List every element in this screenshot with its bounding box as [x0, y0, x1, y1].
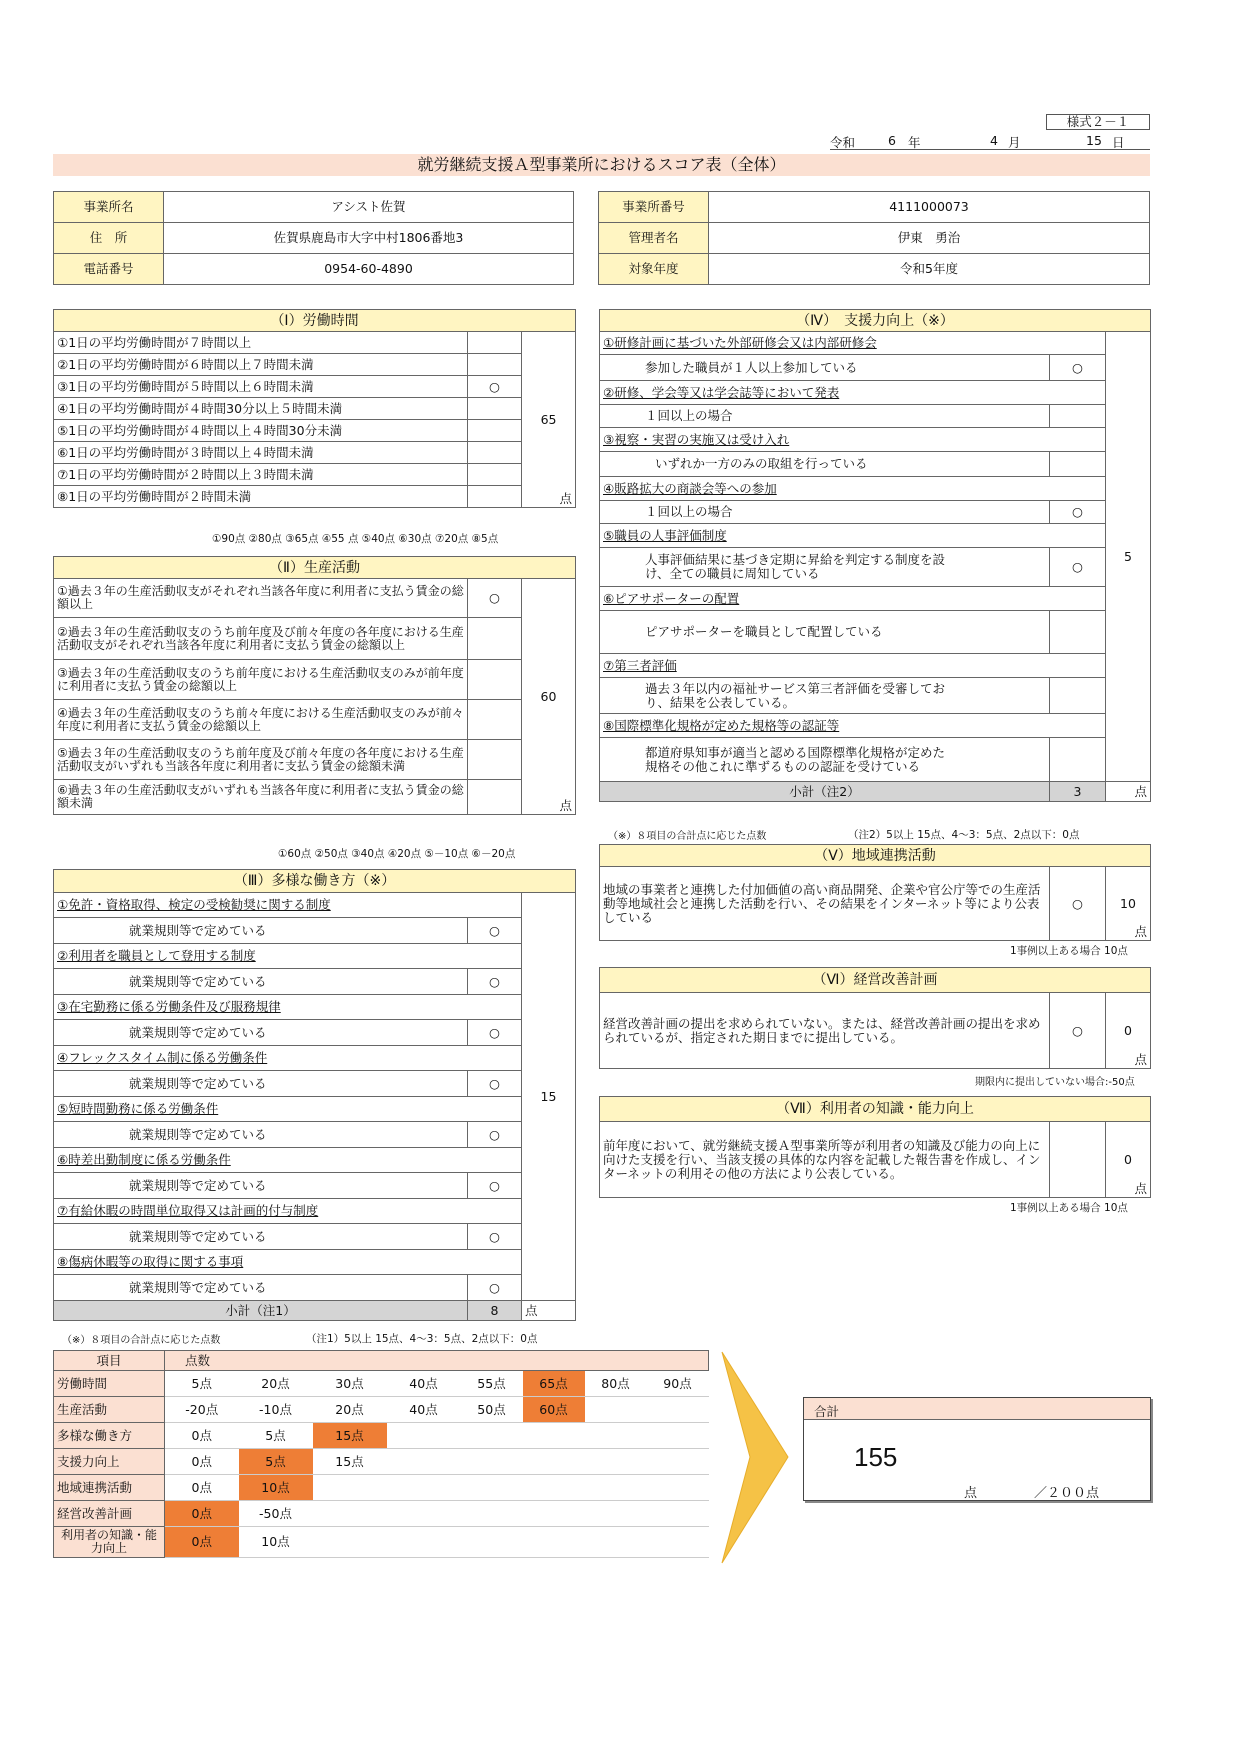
score-cell: 40点: [387, 1397, 461, 1423]
labor-hours-score-cell: [522, 332, 576, 508]
labor-hours-option: ⑦1日の平均労働時間が２時間以上３時間未満: [54, 464, 468, 486]
list-item: [600, 678, 1151, 714]
section-diverse-work: [53, 869, 576, 1321]
score-cell: 50点: [461, 1397, 523, 1423]
list-item: [600, 355, 1151, 381]
diverse-work-score-cell: [522, 893, 576, 1301]
score-cell-selected: 5点: [239, 1449, 313, 1475]
list-item: [600, 428, 1151, 452]
section-production: [53, 556, 576, 815]
table-row: [54, 1527, 709, 1558]
diverse-work-subtotal-label: 小計（注1）: [54, 1301, 468, 1321]
section-knowledge: [599, 1096, 1151, 1198]
score-cell: [313, 1527, 387, 1558]
score-cell: 0点: [165, 1449, 239, 1475]
list-item: [54, 464, 576, 486]
info-label: 事業所名: [54, 192, 164, 223]
labor-hours-option: ⑤1日の平均労働時間が４時間以上４時間30分未満: [54, 420, 468, 442]
diverse-work-heading: ④フレックスタイム制に係る労働条件: [54, 1046, 522, 1071]
management-note: 期限内に提出していない場合:-50点: [975, 1077, 1135, 1088]
diverse-work-subtotal-value: 8: [468, 1301, 522, 1321]
diverse-work-mark: ○: [468, 1275, 522, 1301]
support-mark: ○: [1050, 548, 1106, 587]
regional-unit: 点: [1134, 924, 1147, 939]
support-text: １回以上の場合: [600, 405, 1050, 428]
score-row-label: 多様な働き方: [54, 1423, 165, 1449]
score-cell: [585, 1397, 647, 1423]
table-row: [54, 1397, 709, 1423]
score-cell: [523, 1423, 585, 1449]
score-cell: [647, 1475, 709, 1501]
info-label: 管理者名: [599, 223, 709, 254]
info-value: 4111000073: [709, 192, 1150, 223]
support-text: 過去３年以内の福祉サービス第三者評価を受審しており、結果を公表している。: [600, 678, 1050, 714]
regional-title: （Ⅴ）地域連携活動: [600, 845, 1151, 867]
score-cell: 5点: [239, 1423, 313, 1449]
production-mark: [468, 740, 522, 780]
support-text: 参加した職員が１人以上参加している: [600, 355, 1050, 381]
list-item: [54, 1224, 576, 1250]
score-cell: 20点: [239, 1371, 313, 1397]
score-cell: 40点: [387, 1371, 461, 1397]
score-cell: 0点: [165, 1423, 239, 1449]
list-item: [54, 1199, 576, 1224]
section-support-capacity: [599, 309, 1151, 802]
score-cell: 0点: [165, 1475, 239, 1501]
score-cell: [585, 1475, 647, 1501]
score-cell-selected: 0点: [165, 1501, 239, 1527]
total-value: 155: [854, 1442, 898, 1472]
labor-hours-option: ②1日の平均労働時間が６時間以上７時間未満: [54, 354, 468, 376]
section-management: [599, 967, 1151, 1069]
score-cell: [585, 1449, 647, 1475]
diverse-work-text: 就業規則等で定めている: [54, 1173, 468, 1199]
list-item: [54, 1275, 576, 1301]
labor-hours-note: ①90点 ②80点 ③65点 ④55 点 ⑤40点 ⑥30点 ⑦20点 ⑧5点: [212, 533, 499, 545]
score-header-points: 点数: [165, 1351, 709, 1371]
labor-hours-option: ⑥1日の平均労働時間が３時間以上４時間未満: [54, 442, 468, 464]
support-mark: ○: [1050, 501, 1106, 524]
production-option: ⑥過去３年の生産活動収支がいずれも当該各年度に利用者に支払う賃金の総額未満: [54, 780, 468, 815]
info-table-right: [598, 191, 1150, 285]
score-cell: [523, 1527, 585, 1558]
support-heading: ①研修計画に基づいた外部研修会又は内部研修会: [600, 332, 1106, 355]
score-cell: [647, 1501, 709, 1527]
list-item: [54, 944, 576, 969]
score-cell: [585, 1501, 647, 1527]
knowledge-note: 1事例以上ある場合 10点: [1010, 1202, 1128, 1214]
regional-note: 1事例以上ある場合 10点: [1010, 945, 1128, 957]
score-cell-selected: 60点: [523, 1397, 585, 1423]
production-option: ④過去３年の生産活動収支のうち前々年度における生産活動収支のみが前々年度に利用者に支払う賃金の総額以上: [54, 700, 468, 740]
score-cell: [313, 1475, 387, 1501]
diverse-work-mark: ○: [468, 1020, 522, 1046]
score-cell: -10点: [239, 1397, 313, 1423]
diverse-work-note-right: （注1）5以上 15点、4～3：5点、2点以下：0点: [306, 1333, 538, 1345]
score-row-label: 支援力向上: [54, 1449, 165, 1475]
diverse-work-score: 15: [540, 1088, 557, 1104]
list-item: [54, 579, 576, 618]
support-text: いずれか一方のみの取組を行っている: [600, 452, 1050, 477]
diverse-work-text: 就業規則等で定めている: [54, 1071, 468, 1097]
labor-hours-option: ①1日の平均労働時間が７時間以上: [54, 332, 468, 354]
labor-hours-score: 65: [540, 411, 557, 427]
list-item: [54, 332, 576, 354]
labor-hours-mark: ○: [468, 376, 522, 398]
labor-hours-mark: [468, 354, 522, 376]
production-unit: 点: [559, 798, 573, 813]
diverse-work-heading: ③在宅勤務に係る労働条件及び服務規律: [54, 995, 522, 1020]
list-item: [54, 618, 576, 660]
list-item: [54, 740, 576, 780]
score-cell: 15点: [313, 1449, 387, 1475]
support-heading: ③視察・実習の実施又は受け入れ: [600, 428, 1106, 452]
score-cell: -20点: [165, 1397, 239, 1423]
production-option: ⑤過去３年の生産活動収支のうち前年度及び前々年度の各年度における生産活動収支がいずれも当該各年度に利用者に支払う賃金の総額未満: [54, 740, 468, 780]
diverse-work-heading: ⑧傷病休暇等の取得に関する事項: [54, 1250, 522, 1275]
score-cell: [647, 1527, 709, 1558]
list-item: [54, 1020, 576, 1046]
info-row: [54, 192, 574, 223]
date-line: 令和 6 年 4 月 15 日: [830, 133, 1150, 150]
diverse-work-text: 就業規則等で定めている: [54, 1020, 468, 1046]
list-item: [54, 442, 576, 464]
list-item: [600, 587, 1151, 611]
list-item: [54, 893, 576, 918]
list-item: [54, 376, 576, 398]
list-item: [600, 714, 1151, 738]
list-item: [54, 918, 576, 944]
production-mark: ○: [468, 579, 522, 618]
labor-hours-option: ⑧1日の平均労働時間が２時間未満: [54, 486, 468, 508]
score-cell: 10点: [239, 1527, 313, 1558]
info-label: 対象年度: [599, 254, 709, 285]
info-label: 事業所番号: [599, 192, 709, 223]
info-row: [599, 254, 1150, 285]
knowledge-mark: [1050, 1122, 1106, 1198]
info-label: 住 所: [54, 223, 164, 254]
score-cell-selected: 65点: [523, 1371, 585, 1397]
score-cell: [461, 1527, 523, 1558]
score-cell: [387, 1501, 461, 1527]
score-cell: [647, 1449, 709, 1475]
table-row: [54, 1449, 709, 1475]
support-heading: ⑧国際標準化規格が定めた規格等の認証等: [600, 714, 1106, 738]
table-row: [54, 1371, 709, 1397]
table-row: [54, 1475, 709, 1501]
labor-hours-option: ④1日の平均労働時間が４時間30分以上５時間未満: [54, 398, 468, 420]
diverse-work-heading: ⑦有給休暇の時間単位取得又は計画的付与制度: [54, 1199, 522, 1224]
arrow-right-icon: [720, 1350, 790, 1565]
section-regional: [599, 844, 1151, 941]
diverse-work-heading: ⑥時差出勤制度に係る労働条件: [54, 1148, 522, 1173]
info-value: 令和5年度: [709, 254, 1150, 285]
list-item: [600, 654, 1151, 678]
score-cell-selected: 0点: [165, 1527, 239, 1558]
info-row: [54, 254, 574, 285]
production-option: ①過去３年の生産活動収支がそれぞれ当該各年度に利用者に支払う賃金の総額以上: [54, 579, 468, 618]
diverse-work-note-left: （※）８項目の合計点に応じた点数: [62, 1335, 221, 1346]
info-row: [599, 192, 1150, 223]
production-mark: [468, 660, 522, 700]
labor-hours-unit: 点: [559, 491, 573, 506]
list-item: [54, 1071, 576, 1097]
management-unit: 点: [1134, 1052, 1148, 1067]
list-item: [54, 420, 576, 442]
diverse-work-mark: ○: [468, 1224, 522, 1250]
score-header-item: 項目: [54, 1351, 165, 1371]
support-text: 人事評価結果に基づき定期に昇給を判定する制度を設け、全ての職員に周知している: [600, 548, 1050, 587]
labor-hours-mark: [468, 332, 522, 354]
score-cell: [647, 1423, 709, 1449]
score-cell: [387, 1423, 461, 1449]
support-text: １回以上の場合: [600, 501, 1050, 524]
management-mark: ○: [1050, 993, 1106, 1069]
score-row-label: 経営改善計画: [54, 1501, 165, 1527]
diverse-work-text: 就業規則等で定めている: [54, 1224, 468, 1250]
support-mark: ○: [1050, 355, 1106, 381]
score-cell: [387, 1475, 461, 1501]
list-item: [600, 501, 1151, 524]
support-heading: ⑦第三者評価: [600, 654, 1106, 678]
list-item: [600, 405, 1151, 428]
list-item: [600, 332, 1151, 355]
list-item: [54, 995, 576, 1020]
list-item: [54, 354, 576, 376]
page-title: 就労継続支援Ａ型事業所におけるスコア表（全体）: [53, 154, 1150, 176]
list-item: [54, 700, 576, 740]
knowledge-unit: 点: [1134, 1181, 1148, 1196]
diverse-work-mark: ○: [468, 1122, 522, 1148]
score-cell: [387, 1527, 461, 1558]
total-max: ／２００点: [1034, 1486, 1100, 1501]
diverse-work-mark: ○: [468, 1071, 522, 1097]
score-cell: [647, 1397, 709, 1423]
diverse-work-heading: ②利用者を職員として登用する制度: [54, 944, 522, 969]
support-text: 都道府県知事が適当と認める国際標準化規格が定めた規格その他これに準ずるものの認証を受けている: [600, 738, 1050, 782]
score-row-label: 地域連携活動: [54, 1475, 165, 1501]
info-value: 伊東 勇治: [709, 223, 1150, 254]
support-score-cell: [1106, 332, 1151, 782]
score-cell: 5点: [165, 1371, 239, 1397]
list-item: [600, 738, 1151, 782]
support-note-left: （※）８項目の合計点に応じた点数: [608, 831, 767, 842]
info-value: 佐賀県鹿島市大字中村1806番地3: [164, 223, 574, 254]
score-cell-selected: 15点: [313, 1423, 387, 1449]
production-note: ①60点 ②50点 ③40点 ④20点 ⑤－10点 ⑥－20点: [278, 848, 516, 860]
knowledge-title: （Ⅶ）利用者の知識・能力向上: [600, 1097, 1151, 1122]
production-mark: [468, 700, 522, 740]
diverse-work-mark: ○: [468, 1173, 522, 1199]
score-cell: 90点: [647, 1371, 709, 1397]
diverse-work-text: 就業規則等で定めている: [54, 1275, 468, 1301]
knowledge-score: 0: [1124, 1151, 1132, 1167]
section-labor-hours: [53, 309, 576, 508]
management-score: 0: [1124, 1022, 1132, 1038]
score-cell: 80点: [585, 1371, 647, 1397]
diverse-work-heading: ⑤短時間勤務に係る労働条件: [54, 1097, 522, 1122]
labor-hours-mark: [468, 486, 522, 508]
list-item: [54, 486, 576, 508]
score-row-label: 労働時間: [54, 1371, 165, 1397]
labor-hours-option: ③1日の平均労働時間が５時間以上６時間未満: [54, 376, 468, 398]
diverse-work-text: 就業規則等で定めている: [54, 969, 468, 995]
list-item: [54, 1097, 576, 1122]
list-item: [54, 1148, 576, 1173]
score-row-label: 利用者の知識・能力向上: [54, 1527, 165, 1558]
production-option: ②過去３年の生産活動収支のうち前年度及び前々年度の各年度における生産活動収支がそれぞれ当該各年度に利用者に支払う賃金の総額以上: [54, 618, 468, 660]
list-item: [54, 398, 576, 420]
production-option: ③過去３年の生産活動収支のうち前年度における生産活動収支のみが前年度に利用者に支払う賃金の総額以上: [54, 660, 468, 700]
total-label: 合計: [804, 1398, 1150, 1420]
list-item: [54, 780, 576, 815]
management-title: （Ⅵ）経営改善計画: [600, 968, 1151, 993]
labor-hours-mark: [468, 420, 522, 442]
regional-score-cell: [1106, 867, 1151, 941]
score-summary-table: [53, 1350, 709, 1558]
info-table-left: [53, 191, 574, 285]
production-mark: [468, 618, 522, 660]
support-mark: [1050, 405, 1106, 428]
score-cell-selected: 10点: [239, 1475, 313, 1501]
regional-mark: ○: [1050, 867, 1106, 941]
list-item: [600, 381, 1151, 405]
info-value: アシスト佐賀: [164, 192, 574, 223]
diverse-work-heading: ①免許・資格取得、検定の受検勧奨に関する制度: [54, 893, 522, 918]
production-mark: [468, 780, 522, 815]
score-cell: [313, 1501, 387, 1527]
support-title: （Ⅳ） 支援力向上（※）: [600, 310, 1151, 332]
list-item: [54, 1173, 576, 1199]
diverse-work-subtotal-unit: 点: [522, 1301, 576, 1321]
info-label: 電話番号: [54, 254, 164, 285]
support-text: ピアサポーターを職員として配置している: [600, 611, 1050, 654]
info-row: [54, 223, 574, 254]
score-cell: 20点: [313, 1397, 387, 1423]
support-mark: [1050, 678, 1106, 714]
score-cell: [523, 1449, 585, 1475]
management-score-cell: [1106, 993, 1151, 1069]
labor-hours-title: （Ⅰ）労働時間: [54, 310, 576, 332]
list-item: [54, 1122, 576, 1148]
regional-text: 地域の事業者と連携した付加価値の高い商品開発、企業や官公庁等での生産活動等地域社会と連携した活動を行い、その結果をインターネット等により公表している: [600, 867, 1050, 941]
score-cell: [387, 1449, 461, 1475]
list-item: [54, 1250, 576, 1275]
score-cell: [523, 1475, 585, 1501]
score-cell: [461, 1423, 523, 1449]
list-item: [54, 660, 576, 700]
knowledge-score-cell: [1106, 1122, 1151, 1198]
production-score: 60: [540, 688, 557, 704]
score-cell: [585, 1423, 647, 1449]
support-subtotal-label: 小計（注2）: [600, 782, 1050, 802]
list-item: [54, 1046, 576, 1071]
support-heading: ⑥ピアサポーターの配置: [600, 587, 1106, 611]
production-title: （Ⅱ）生産活動: [54, 557, 576, 579]
form-number: 様式２－１: [1046, 114, 1150, 130]
total-unit: 点: [964, 1486, 978, 1501]
score-cell: 55点: [461, 1371, 523, 1397]
support-subtotal-unit: 点: [1106, 782, 1151, 802]
score-cell: 30点: [313, 1371, 387, 1397]
score-cell: [461, 1501, 523, 1527]
labor-hours-mark: [468, 398, 522, 420]
list-item: [600, 548, 1151, 587]
diverse-work-title: （Ⅲ）多様な働き方（※）: [54, 870, 576, 893]
score-cell: -50点: [239, 1501, 313, 1527]
diverse-work-text: 就業規則等で定めている: [54, 1122, 468, 1148]
support-subtotal-value: 3: [1050, 782, 1106, 802]
info-row: [599, 223, 1150, 254]
info-value: 0954-60-4890: [164, 254, 574, 285]
list-item: [600, 611, 1151, 654]
labor-hours-mark: [468, 442, 522, 464]
list-item: [600, 477, 1151, 501]
diverse-work-mark: ○: [468, 969, 522, 995]
score-cell: [585, 1527, 647, 1558]
support-heading: ④販路拡大の商談会等への参加: [600, 477, 1106, 501]
regional-score: 10: [1120, 895, 1136, 911]
support-score: 5: [1124, 548, 1132, 564]
table-row: [54, 1423, 709, 1449]
support-mark: [1050, 611, 1106, 654]
score-row-label: 生産活動: [54, 1397, 165, 1423]
support-heading: ②研修、学会等又は学会誌等において発表: [600, 381, 1106, 405]
score-cell: [461, 1449, 523, 1475]
support-heading: ⑤職員の人事評価制度: [600, 524, 1106, 548]
support-note-right: （注2）5以上 15点、4～3：5点、2点以下：0点: [848, 829, 1080, 841]
score-cell: [461, 1475, 523, 1501]
diverse-work-text: 就業規則等で定めている: [54, 918, 468, 944]
support-mark: [1050, 738, 1106, 782]
list-item: [54, 969, 576, 995]
score-cell: [523, 1501, 585, 1527]
knowledge-text: 前年度において、就労継続支援Ａ型事業所等が利用者の知識及び能力の向上に向けた支援を行い、当該支援の具体的な内容を記載した報告書を作成し、インターネットの利用その他の方法により公表している。: [600, 1122, 1050, 1198]
production-score-cell: [522, 579, 576, 815]
support-mark: [1050, 452, 1106, 477]
labor-hours-mark: [468, 464, 522, 486]
diverse-work-mark: ○: [468, 918, 522, 944]
table-row: [54, 1501, 709, 1527]
management-text: 経営改善計画の提出を求められていない。または、経営改善計画の提出を求められているが、指定された期日までに提出している。: [600, 993, 1050, 1069]
total-box: [803, 1397, 1151, 1501]
list-item: [600, 524, 1151, 548]
list-item: [600, 452, 1151, 477]
